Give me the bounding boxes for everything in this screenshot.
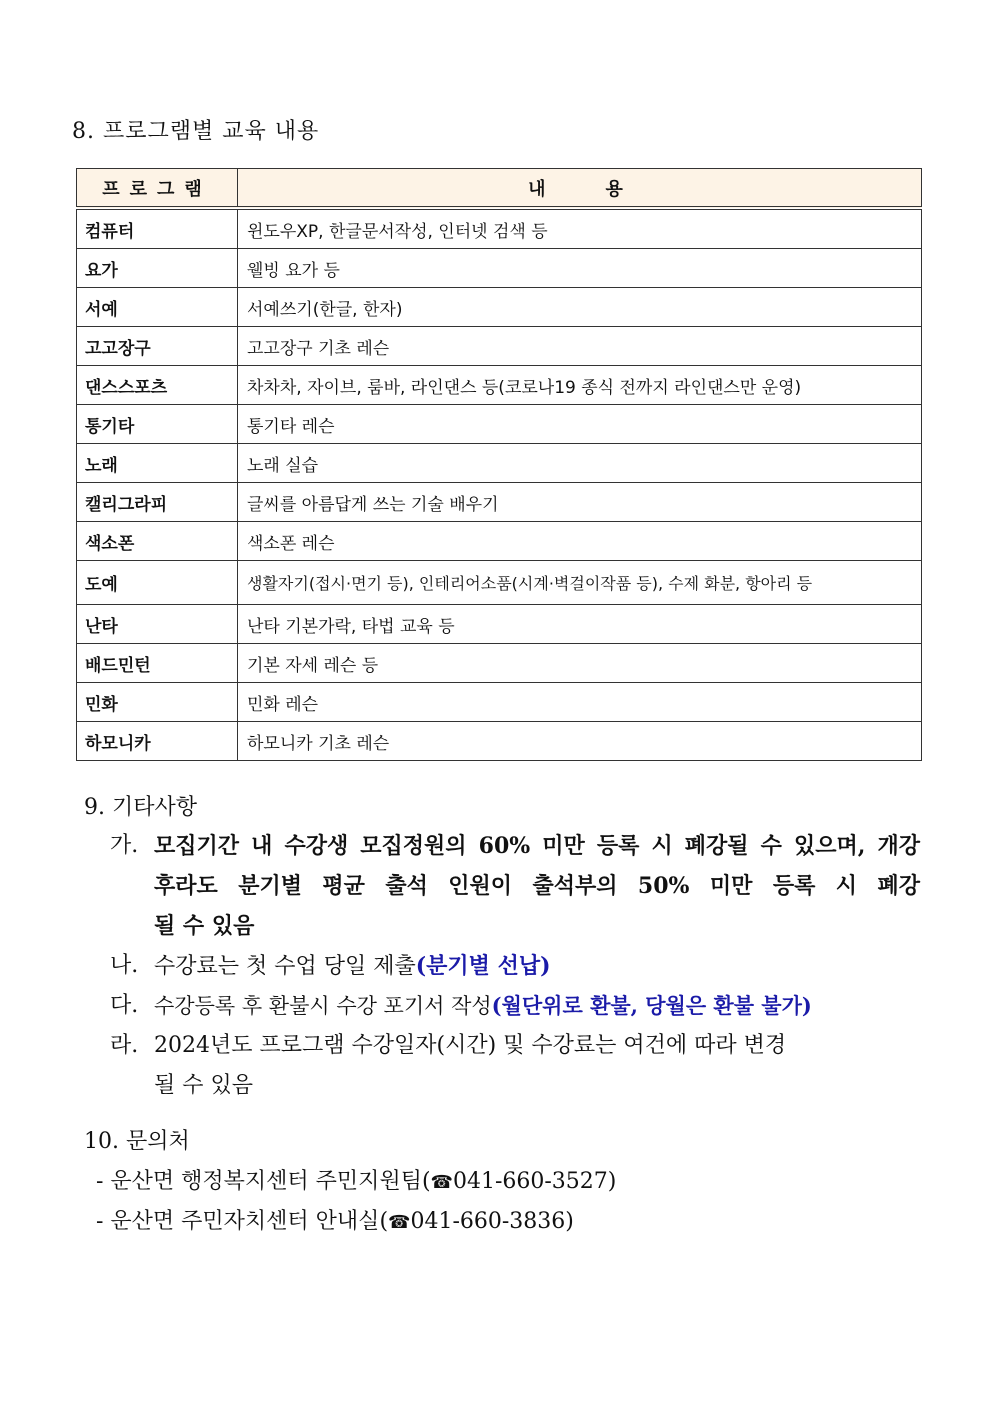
program-name: 컴퓨터 — [77, 208, 238, 249]
notice-line: 될 수 있음 — [154, 1073, 253, 1098]
program-desc: 민화 레슨 — [238, 683, 922, 722]
header-content: 내용 — [238, 169, 922, 209]
program-name: 배드민턴 — [77, 644, 238, 683]
program-name: 캘리그라피 — [77, 483, 238, 522]
table-row — [77, 366, 922, 405]
item-marker: 라. — [110, 1033, 139, 1058]
program-table — [76, 168, 922, 761]
notice-item-da — [110, 986, 922, 1026]
program-desc: 노래 실습 — [238, 444, 922, 483]
table-row — [77, 561, 922, 605]
header-program: 프로그램 — [77, 169, 238, 209]
notice-highlight: (분기별 선납) — [415, 953, 551, 979]
notice-text: 수강료는 첫 수업 당일 제출 — [154, 954, 416, 979]
table-row — [77, 522, 922, 561]
program-desc: 생활자기(접시·면기 등), 인테리어소품(시계·벽걸이작품 등), 수제 화분, 항아리 등 — [238, 561, 922, 605]
notice-highlight: (월단위로 환불, 당월은 환불 불가) — [491, 993, 812, 1018]
notice-line: 후라도 분기별 평균 출석 인원이 출석부의 50% 미만 등록 시 폐강 — [154, 873, 920, 899]
program-desc: 차차차, 자이브, 룸바, 라인댄스 등(코로나19 종식 전까지 라인댄스만 운영) — [238, 366, 922, 405]
table-row — [77, 483, 922, 522]
notice-line: 2024년도 프로그램 수강일자(시간) 및 수강료는 여건에 따라 변경 — [154, 1033, 787, 1058]
table-row — [77, 605, 922, 644]
table-row — [77, 327, 922, 366]
program-desc: 웰빙 요가 등 — [238, 249, 922, 288]
table-row — [77, 644, 922, 683]
program-desc: 서예쓰기(한글, 한자) — [238, 288, 922, 327]
program-desc: 통기타 레슨 — [238, 405, 922, 444]
item-marker: 가. — [110, 833, 139, 858]
contact-phone: 041-660-3527 — [452, 1169, 608, 1194]
contact-close: ) — [607, 1169, 617, 1194]
program-name: 서예 — [77, 288, 238, 327]
program-desc: 기본 자세 레슨 등 — [238, 644, 922, 683]
contact-label: - 운산면 행정복지센터 주민지원팀( — [96, 1169, 431, 1194]
table-row — [77, 288, 922, 327]
notice-item-na — [110, 946, 922, 986]
program-desc: 색소폰 레슨 — [238, 522, 922, 561]
program-name: 고고장구 — [77, 327, 238, 366]
item-marker: 나. — [110, 953, 139, 978]
table-row — [77, 444, 922, 483]
program-name: 색소폰 — [77, 522, 238, 561]
program-name: 통기타 — [77, 405, 238, 444]
phone-icon: ☎ — [388, 1212, 411, 1233]
program-name: 댄스스포츠 — [77, 366, 238, 405]
program-name: 도예 — [77, 561, 238, 605]
notice-line: 될 수 있음 — [154, 913, 255, 939]
program-name: 하모니카 — [77, 722, 238, 761]
program-desc: 하모니카 기초 레슨 — [238, 722, 922, 761]
section-8-title: 8. 프로그램별 교육 내용 — [72, 119, 320, 144]
contact-line — [96, 1204, 574, 1235]
notice-item-ga — [110, 826, 922, 950]
program-desc: 고고장구 기초 레슨 — [238, 327, 922, 366]
notice-item-ra — [110, 1026, 922, 1106]
table-row — [77, 249, 922, 288]
table-row — [77, 405, 922, 444]
program-desc: 윈도우XP, 한글문서작성, 인터넷 검색 등 — [238, 208, 922, 249]
program-name: 노래 — [77, 444, 238, 483]
table-row — [77, 683, 922, 722]
contact-label: - 운산면 주민자치센터 안내실( — [96, 1209, 389, 1234]
contact-close: ) — [565, 1209, 574, 1234]
program-desc: 난타 기본가락, 타법 교육 등 — [238, 605, 922, 644]
item-marker: 다. — [110, 993, 139, 1018]
program-name: 민화 — [77, 683, 238, 722]
table-row — [77, 722, 922, 761]
program-desc: 글씨를 아름답게 쓰는 기술 배우기 — [238, 483, 922, 522]
table-row — [77, 208, 922, 249]
contact-line — [96, 1164, 616, 1195]
notice-text: 수강등록 후 환불시 수강 포기서 작성 — [154, 994, 492, 1018]
program-name: 난타 — [77, 605, 238, 644]
phone-icon: ☎ — [430, 1172, 453, 1193]
table-header-row — [77, 169, 922, 209]
contact-phone: 041-660-3836 — [410, 1209, 566, 1234]
section-10-title: 10. 문의처 — [84, 1129, 190, 1154]
section-9-title: 9. 기타사항 — [84, 795, 197, 820]
notice-line: 모집기간 내 수강생 모집정원의 60% 미만 등록 시 폐강될 수 있으며, 개강 — [154, 833, 920, 859]
program-name: 요가 — [77, 249, 238, 288]
